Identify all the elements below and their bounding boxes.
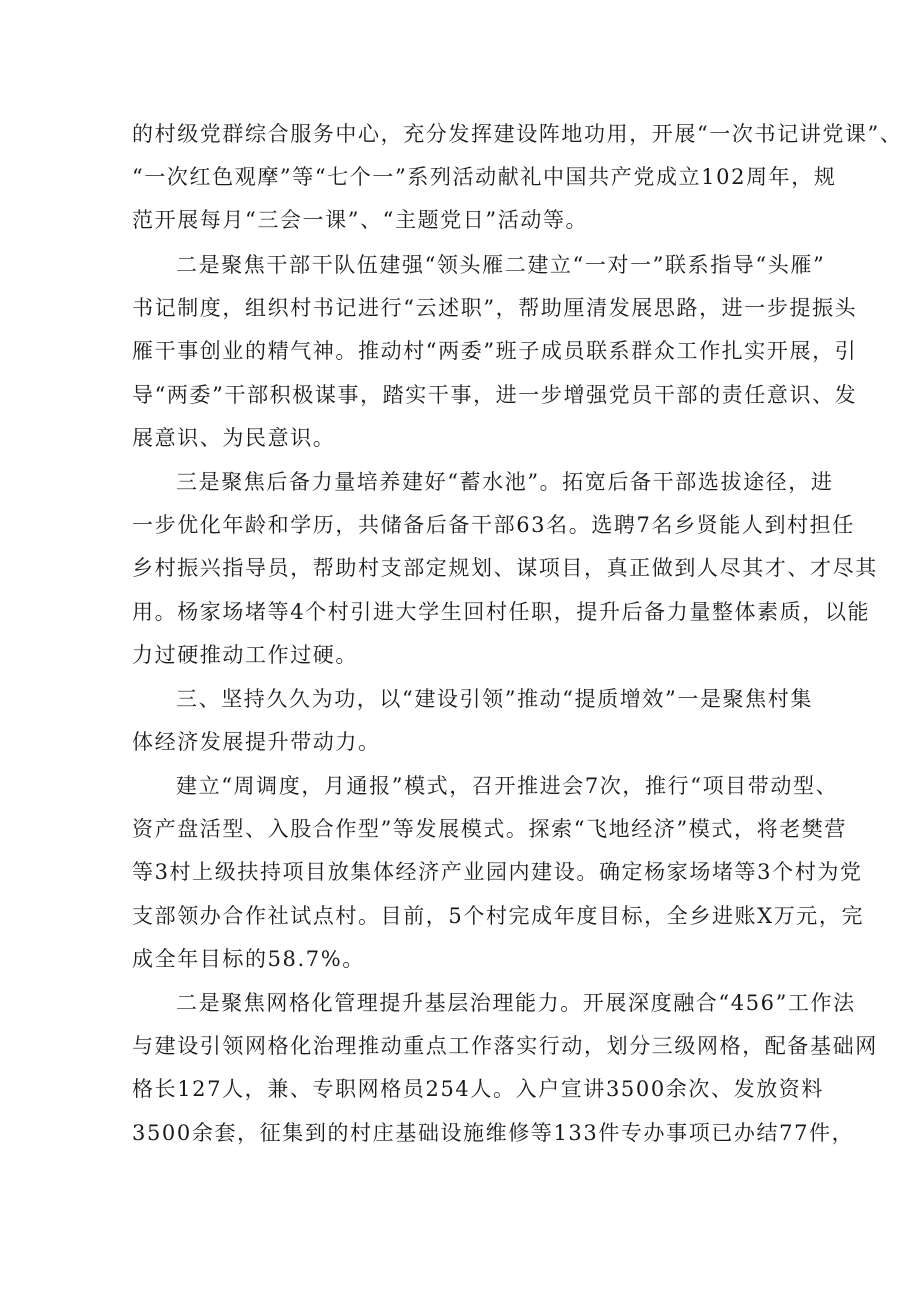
text-line: 雁干事创业的精气神。推动村“两委”班子成员联系群众工作扎实开展，引 [132,339,858,363]
text-line: “一次红色观摩”等“七个一”系列活动献礼中国共产党成立102周年，规 [132,165,837,189]
text-line: 三、坚持久久为功，以“建设引领”推动“提质增效”一是聚焦村集 [176,687,813,711]
text-line: 书记制度，组织村书记进行“云述职”，帮助厘清发展思路，进一步提振头 [132,296,858,320]
text-line: 支部领办合作社试点村。目前，5个村完成年度目标，全乡进账X万元，完 [132,904,865,928]
text-line: 三是聚焦后备力量培养建好“蓄水池”。拓宽后备干部选拔途径，进 [176,470,834,494]
text-line: 一步优化年龄和学历，共储备后备干部63名。选聘7名乡贤能人到村担任 [132,513,855,537]
text-line: 范开展每月“三会一课”、“主题党日”活动等。 [132,208,589,232]
text-line: 等3村上级扶持项目放集体经济产业园内建设。确定杨家场堵等3个村为党 [132,860,863,884]
text-line: 3500余套，征集到的村庄基础设施维修等133件专办事项已办结77件， [132,1121,855,1145]
text-line: 力过硬推动工作过硬。 [132,643,358,667]
text-line: 导“两委”干部积极谋事，踏实干事，进一步增强党员干部的责任意识、发 [132,383,858,407]
text-line: 资产盘活型、入股合作型”等发展模式。探索“飞地经济”模式，将老樊营 [132,817,848,841]
text-line: 展意识、为民意识。 [132,426,336,450]
text-line: 建立“周调度，月通报”模式，召开推进会7次，推行“项目带动型、 [176,774,839,798]
text-line: 二是聚焦干部干队伍建强“领头雁二建立“一对一”联系指导“头雁” [176,253,826,277]
text-line: 二是聚焦网格化管理提升基层治理能力。开展深度融合“456”工作法 [176,991,856,1015]
text-line: 成全年目标的58.7%。 [132,947,365,971]
text-line: 的村级党群综合服务中心，充分发挥建设阵地功用，开展“一次书记讲党课”、 [132,122,903,146]
text-line: 格长127人，兼、专职网格员254人。入户宣讲3500余次、发放资料 [132,1077,825,1101]
text-line: 用。杨家场堵等4个村引进大学生回村任职，提升后备力量整体素质，以能 [132,600,871,624]
text-line: 乡村振兴指导员，帮助村支部定规划、谋项目，真正做到人尽其才、才尽其 [132,556,878,580]
text-line: 体经济发展提升带动力。 [132,730,381,754]
text-line: 与建设引领网格化治理推动重点工作落实行动，划分三级网格，配备基础网 [132,1034,878,1058]
